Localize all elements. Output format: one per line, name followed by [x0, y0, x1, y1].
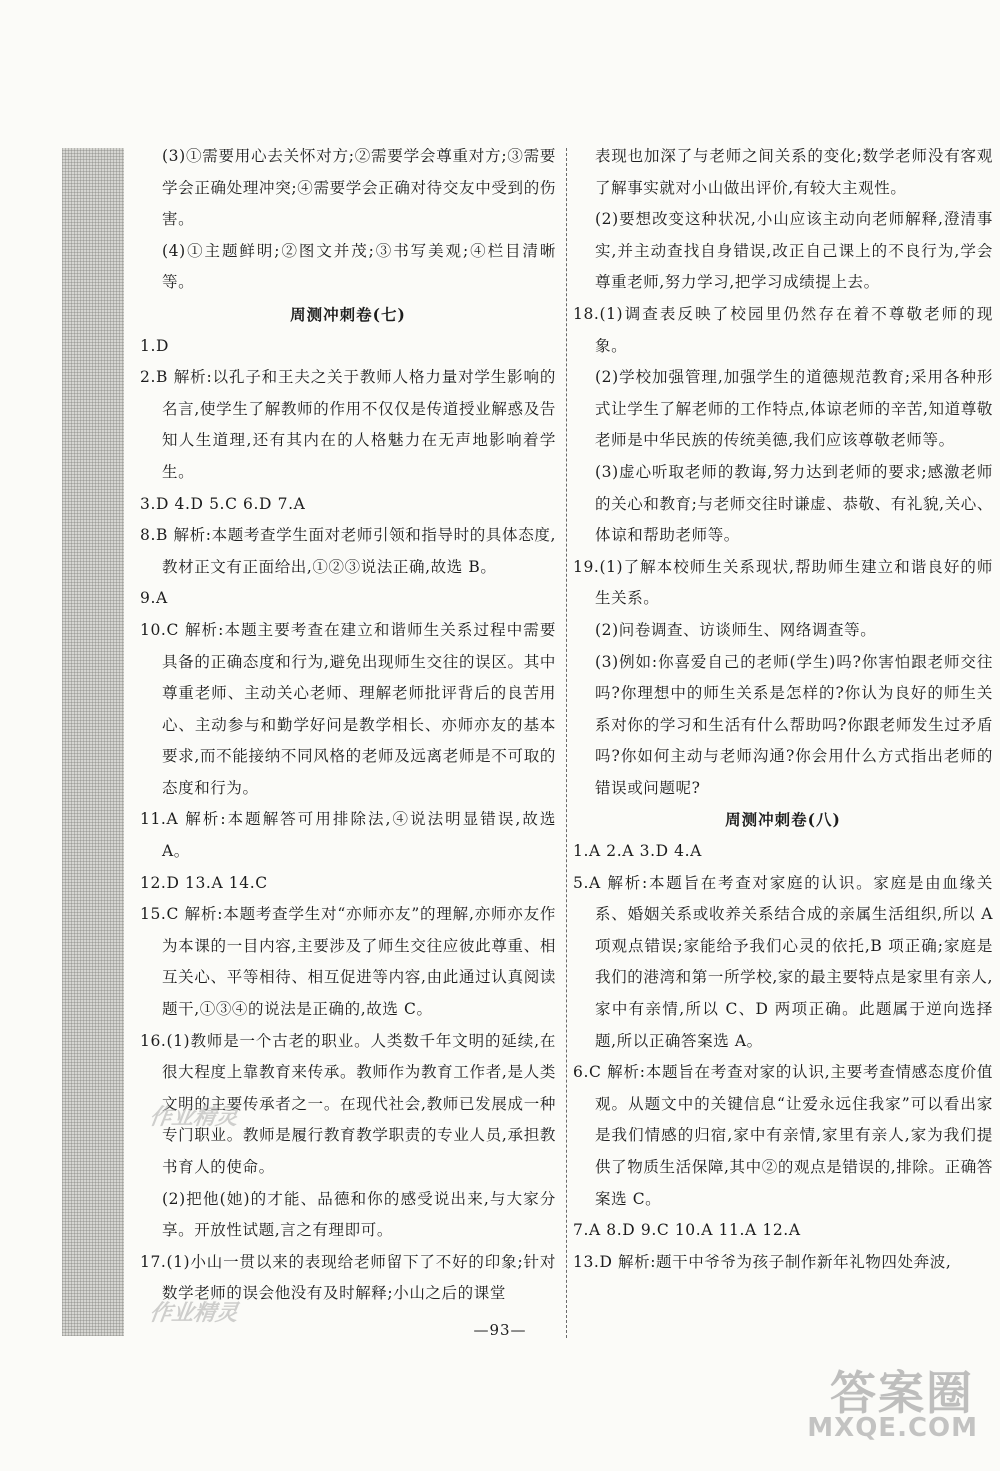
watermark-text: 作业精灵 — [147, 1301, 240, 1326]
column-divider — [566, 148, 567, 1338]
answer-item: 18.(1)调查表反映了校园里仍然存在着不尊敬老师的现象。 — [573, 304, 993, 355]
answer-item: 16.(1)教师是一个古老的职业。人类数千年文明的延续,在很大程度上靠教育来传承。教师作为教育工作者,是人类文明的主要传承者之一。在现代社会,教师已发展成一种专门职业。教师是履行教育教学职责的专业人员,承担教书育人的使命。 — [140, 1031, 556, 1176]
logo-url-text: MXQE.COM — [807, 1413, 978, 1443]
answer-item: 9.A — [140, 589, 168, 608]
answer-item: (4)①主题鲜明;②图文并茂;③书写美观;④栏目清晰等。 — [162, 241, 556, 292]
answer-item: 2.B 解析:以孔子和王夫之关于教师人格力量对学生影响的名言,使学生了解教师的作用不仅仅是传道授业解惑及告知人生道理,还有其内在的人格魅力在无声地影响着学生。 — [140, 368, 556, 481]
section-heading: 周测冲刺卷(七) — [290, 304, 406, 324]
answer-item: 11.A 解析:本题解答可用排除法,④说法明显错误,故选 A。 — [140, 810, 556, 861]
answer-item: (3)例如:你喜爱自己的老师(学生)吗?你害怕跟老师交往吗?你理想中的师生关系是怎样的?你认为良好的师生关系对你的学习和生活有什么帮助吗?你跟老师发生过矛盾吗?你如何主动与老师沟通?你会用什么方式指出老师的错误或问题呢? — [595, 652, 993, 797]
watermark-text: 作业精灵 — [147, 1105, 240, 1130]
site-logo-watermark — [794, 1353, 984, 1453]
answer-item: 13.D 解析:题干中爷爷为孩子制作新年礼物四处奔波, — [573, 1252, 952, 1271]
answer-item: (3)虚心听取老师的教诲,努力达到老师的要求;感激老师的关心和教育;与老师交往时谦虚、恭敬、有礼貌,关心、体谅和帮助老师等。 — [595, 462, 993, 545]
answer-item: 3.D 4.D 5.C 6.D 7.A — [140, 494, 306, 513]
answer-item: 1.A 2.A 3.D 4.A — [573, 842, 702, 861]
answer-item: 12.D 13.A 14.C — [140, 873, 268, 892]
answer-item: 19.(1)了解本校师生关系现状,帮助师生建立和谐良好的师生关系。 — [573, 557, 993, 608]
answer-item: 1.D — [140, 336, 170, 355]
answer-item: 10.C 解析:本题主要考查在建立和谐师生关系过程中需要具备的正确态度和行为,避免出现师生交往的误区。其中尊重老师、主动关心老师、理解老师批评背后的良苦用心、主动参与和勤学好问是教学相长、亦师亦友的基本要求,而不能接纳不同风格的老师及远离老师是不可取的态度和行为。 — [140, 620, 556, 797]
right-column — [573, 141, 993, 1278]
section-heading: 周测冲刺卷(八) — [725, 810, 841, 830]
answer-item: (2)问卷调查、访谈师生、网络调查等。 — [595, 620, 877, 639]
answer-item: (3)①需要用心去关怀对方;②需要学会尊重对方;③需要学会正确处理冲突;④需要学会正确对待交友中受到的伤害。 — [162, 147, 556, 229]
answer-item: (2)要想改变这种状况,小山应该主动向老师解释,澄清事实,并主动查找自身错误,改正自己课上的不良行为,学会尊重老师,努力学习,把学习成绩提上去。 — [595, 210, 993, 292]
left-column — [140, 141, 556, 1310]
answer-item: 6.C 解析:本题旨在考查对家的认识,主要考查情感态度价值观。从题文中的关键信息“让爱永远住我家”可以看出家是我们情感的归宿,家中有亲情,家里有亲人,家为我们提供了物质生活保障,其中②的观点是错误的,排除。正确答案选 C。 — [573, 1063, 993, 1208]
answer-item: 17.(1)小山一贯以来的表现给老师留下了不好的印象;针对数学老师的误会他没有及时解释;小山之后的课堂 — [140, 1252, 556, 1303]
answer-item: (2)学校加强管理,加强学生的道德规范教育;采用各种形式让学生了解老师的工作特点,体谅老师的辛苦,知道尊敬老师是中华民族的传统美德,我们应该尊敬老师等。 — [595, 368, 993, 450]
answer-item: 8.B 解析:本题考查学生面对老师引领和指导时的具体态度,教材正文有正面给出,①②③说法正确,故选 B。 — [140, 526, 556, 576]
answer-item: (2)把他(她)的才能、品德和你的感受说出来,与大家分享。开放性试题,言之有理即可。 — [162, 1189, 556, 1240]
page-number: —93— — [473, 1321, 527, 1339]
answer-item: 5.A 解析:本题旨在考查对家庭的认识。家庭是由血缘关系、婚姻关系或收养关系结合成的亲属生活组织,所以 A 项观点错误;家能给予我们心灵的依托,B 项正确;家庭是我们的港湾和第一所学校,家的最主要特点是家里有亲人,家中有亲情,所以 C、D 两项正确。此题属于逆向选择题,所以正确答案选 A。 — [573, 873, 993, 1050]
answer-item: 表现也加深了与老师之间关系的变化;数学老师没有客观了解事实就对小山做出评价,有较大主观性。 — [595, 147, 993, 197]
scan-binding-strip — [62, 148, 124, 1336]
answer-item: 15.C 解析:本题考查学生对“亦师亦友”的理解,亦师亦友作为本课的一目内容,主要涉及了师生交往应彼此尊重、相互关心、平等相待、相互促进等内容,由此通过认真阅读题干,①③④的说法是正确的,故选 C。 — [140, 905, 556, 1019]
logo-main-text: 答案圈 — [830, 1366, 974, 1420]
answer-item: 7.A 8.D 9.C 10.A 11.A 12.A — [573, 1221, 801, 1240]
